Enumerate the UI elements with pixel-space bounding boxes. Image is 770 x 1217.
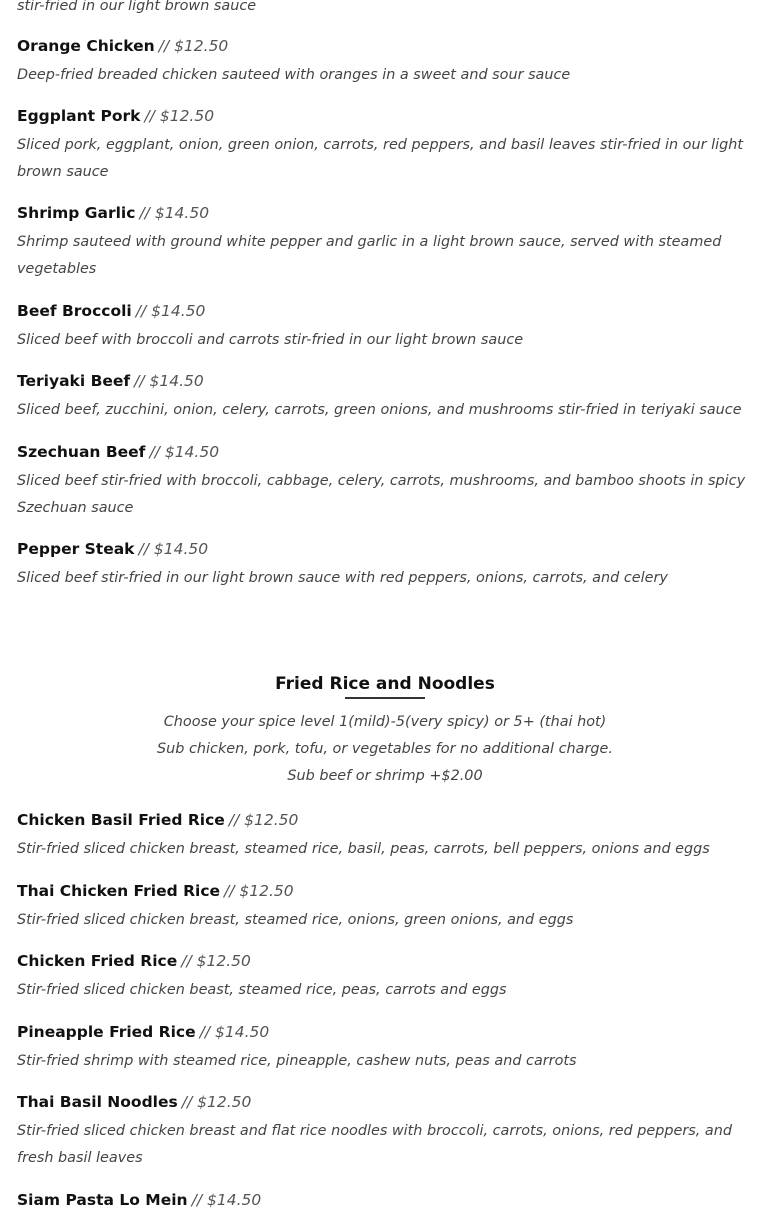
item-price: $14.50 [206,1191,262,1209]
item-description: Stir-fried sliced chicken beast, steamed rice, peas, carrots and eggs [17,982,507,998]
price-separator: // [199,1023,211,1041]
price-separator: // [158,37,170,55]
price-separator: // [224,882,235,900]
item-name: Chicken Fried Rice [17,952,178,970]
menu-item-shrimp-garlic [17,202,752,283]
menu-item-orange-chicken [17,35,752,89]
price-separator: // [191,1191,203,1209]
item-price: $12.50 [174,37,229,55]
section-note: Sub chicken, pork, tofu, or vegetables for no additional charge. [157,741,613,757]
item-description: stir-fried in our light brown sauce [17,0,257,14]
item-name: Orange Chicken [17,37,155,55]
item-description: Sliced beef stir-fried in our light brown sauce with red peppers, onions, carrots, and celery [17,570,668,586]
item-description: Sliced beef with broccoli and carrots stir-fried in our light brown sauce [17,332,524,348]
item-name: Szechuan Beef [17,443,146,461]
item-name: Eggplant Pork [17,107,141,125]
menu-item-pepper-steak [17,538,752,592]
price-separator: // [139,204,150,222]
item-name: Teriyaki Beef [17,372,131,390]
item-description: Stir-fried shrimp with steamed rice, pineapple, cashew nuts, peas and carrots [17,1053,577,1069]
menu-item-pineapple-fried-rice [17,1021,752,1075]
item-description: Sliced pork, eggplant, onion, green onion, carrots, red peppers, and basil leaves stir-fried in our light brown sauce [17,137,743,180]
menu-item-chicken-basil-fried-rice [17,809,752,863]
item-description: Sliced beef, zucchini, onion, celery, carrots, green onions, and mushrooms stir-fried in teriyaki sauce [17,402,742,418]
item-description: Stir-fried sliced chicken breast, steamed rice, onions, green onions, and eggs [17,912,574,928]
item-name: Pineapple Fried Rice [17,1023,196,1041]
item-price: $12.50 [197,1093,252,1111]
item-name: Beef Broccoli [17,302,132,320]
section-title-underline [345,697,425,699]
price-separator: // [149,443,160,461]
price-separator: // [181,1093,193,1111]
item-name: Siam Pasta Lo Mein [17,1191,188,1209]
menu-item-teriyaki-beef [17,370,752,424]
menu-item-thai-basil-noodles [17,1091,752,1172]
menu-item-siam-pasta-lo-mein [17,1189,752,1211]
menu-item-thai-chicken-fried-rice [17,880,752,934]
price-separator: // [138,540,149,558]
section-title: Fried Rice and Noodles [275,674,495,694]
menu-item-chicken-fried-rice [17,950,752,1004]
item-price: $12.50 [239,882,294,900]
item-name: Thai Basil Noodles [17,1093,178,1111]
item-description: Sliced beef stir-fried with broccoli, cabbage, celery, carrots, mushrooms, and bamboo shoots in spicy Szechuan sauce [17,473,746,516]
item-price: $14.50 [154,204,210,222]
menu-item-szechuan-beef [17,441,752,522]
price-separator: // [228,811,240,829]
item-price: $12.50 [244,811,299,829]
item-description: Stir-fried sliced chicken breast and flat rice noodles with broccoli, carrots, onions, red peppers, and fresh basil leaves [17,1123,733,1166]
item-price: $14.50 [164,443,220,461]
item-name: Thai Chicken Fried Rice [17,882,221,900]
price-separator: // [144,107,155,125]
menu-item-beef-broccoli [17,300,752,354]
section-notes [0,709,770,790]
price-separator: // [181,952,192,970]
price-separator: // [135,302,147,320]
section-note: Sub beef or shrimp +$2.00 [287,768,483,784]
section-note: Choose your spice level 1(mild)-5(very spicy) or 5+ (thai hot) [163,714,607,730]
item-price: $12.50 [159,107,215,125]
item-description: Deep-fried breaded chicken sauteed with oranges in a sweet and sour sauce [17,67,571,83]
item-price: $12.50 [196,952,251,970]
item-description: Stir-fried sliced chicken breast, steamed rice, basil, peas, carrots, bell peppers, onions and eggs [17,841,710,857]
item-price: $14.50 [151,302,206,320]
price-separator: // [134,372,145,390]
menu-item-eggplant-pork [17,105,752,186]
menu-item-cutoff [17,0,752,20]
item-price: $14.50 [149,372,204,390]
item-price: $14.50 [215,1023,270,1041]
item-name: Chicken Basil Fried Rice [17,811,225,829]
item-description: Shrimp sauteed with ground white pepper and garlic in a light brown sauce, served with steamed vegetables [17,234,722,277]
item-name: Shrimp Garlic [17,204,136,222]
item-name: Pepper Steak [17,540,135,558]
item-price: $14.50 [153,540,209,558]
